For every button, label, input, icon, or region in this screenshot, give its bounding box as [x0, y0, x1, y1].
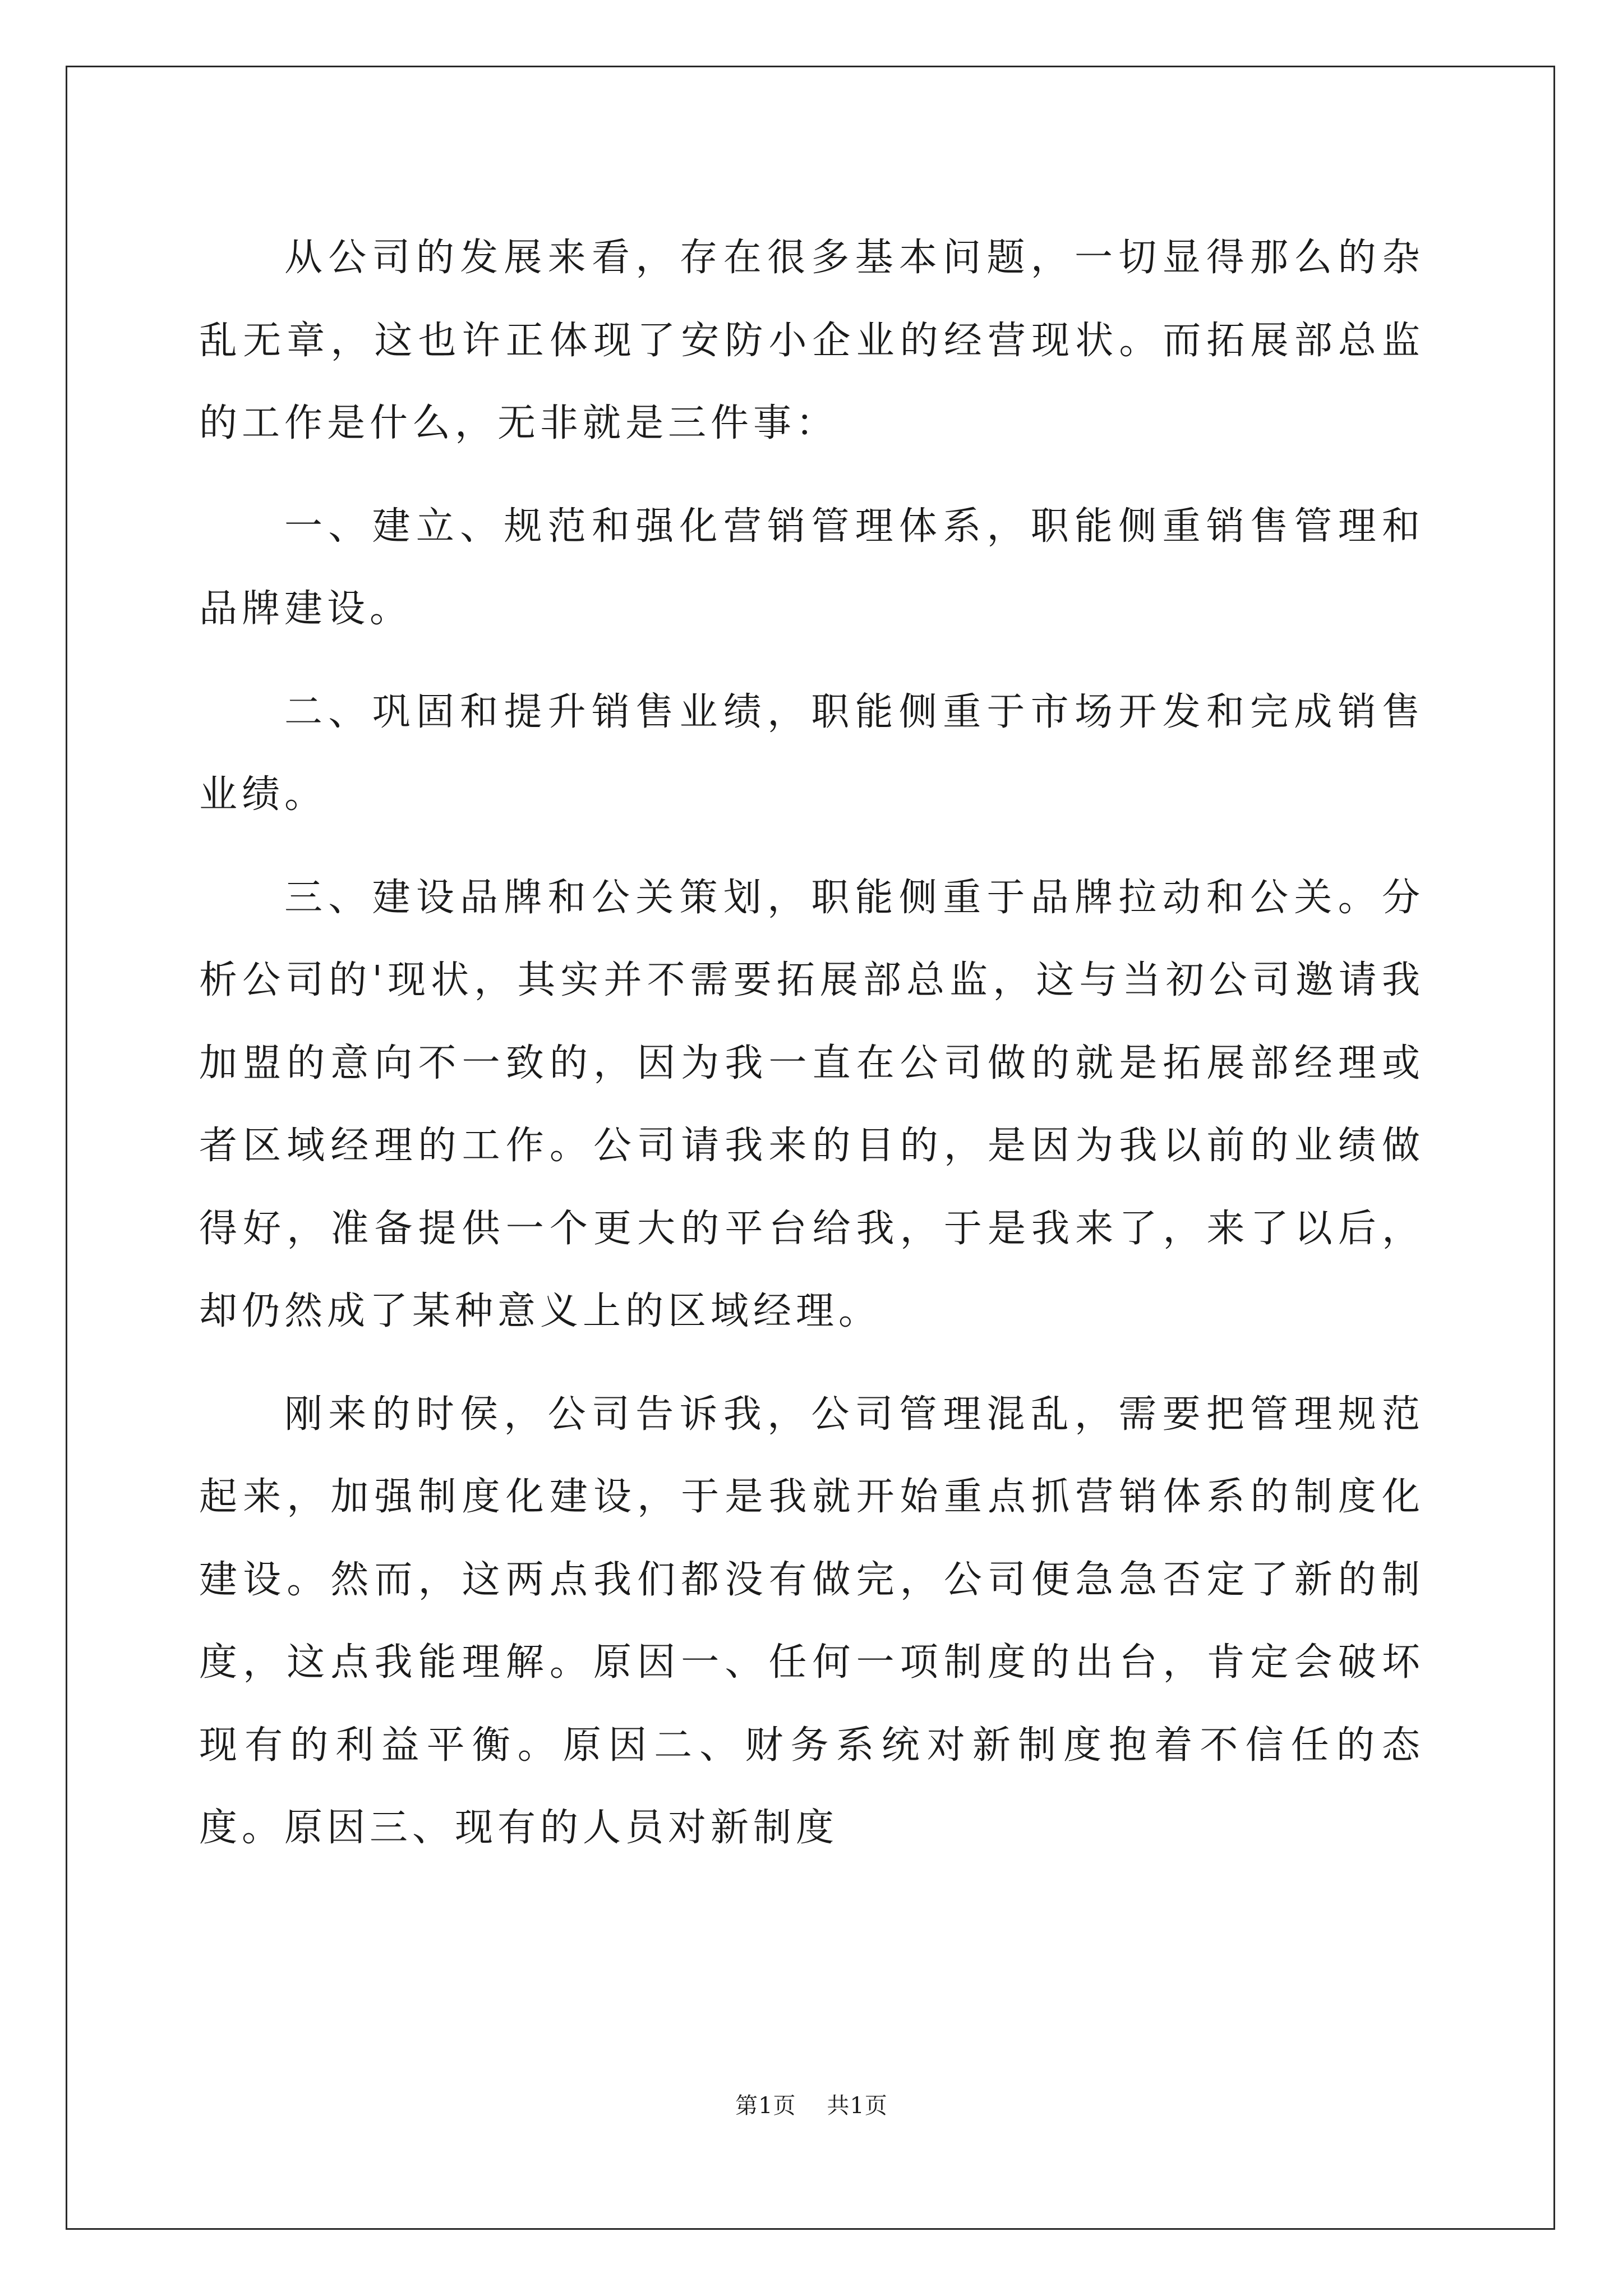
page-number: 第1页	[735, 2093, 796, 2119]
paragraph-2: 一、建立、规范和强化营销管理体系，职能侧重销售管理和品牌建设。	[199, 504, 1424, 631]
paragraph-1: 从公司的发展来看，存在很多基本问题，一切显得那么的杂乱无章，这也许正体现了安防小企业的经营现状。而拓展部总监的工作是什么，无非就是三件事：	[199, 236, 1424, 445]
page-footer	[0, 2088, 1623, 2120]
page-total: 共1页	[827, 2093, 888, 2119]
paragraph-4: 三、建设品牌和公关策划，职能侧重于品牌拉动和公关。分析公司的'现状，其实并不需要拓展部总监，这与当初公司邀请我加盟的意向不一致的，因为我一直在公司做的就是拓展部经理或者区域经理的工作。公司请我来的目的，是因为我以前的业绩做得好，准备提供一个更大的平台给我，于是我来了，来了以后，却仍然成了某种意义上的区域经理。	[199, 875, 1424, 1333]
paragraph-3: 二、巩固和提升销售业绩，职能侧重于市场开发和完成销售业绩。	[199, 689, 1424, 817]
document-body	[199, 217, 1424, 1890]
paragraph-5: 刚来的时侯，公司告诉我，公司管理混乱，需要把管理规范起来，加强制度化建设，于是我就开始重点抓营销体系的制度化建设。然而，这两点我们都没有做完，公司便急急否定了新的制度，这点我能理解。原因一、任何一项制度的出台，肯定会破坏现有的利益平衡。原因二、财务系统对新制度抱着不信任的态度。原因三、现有的人员对新制度	[199, 1392, 1424, 1850]
